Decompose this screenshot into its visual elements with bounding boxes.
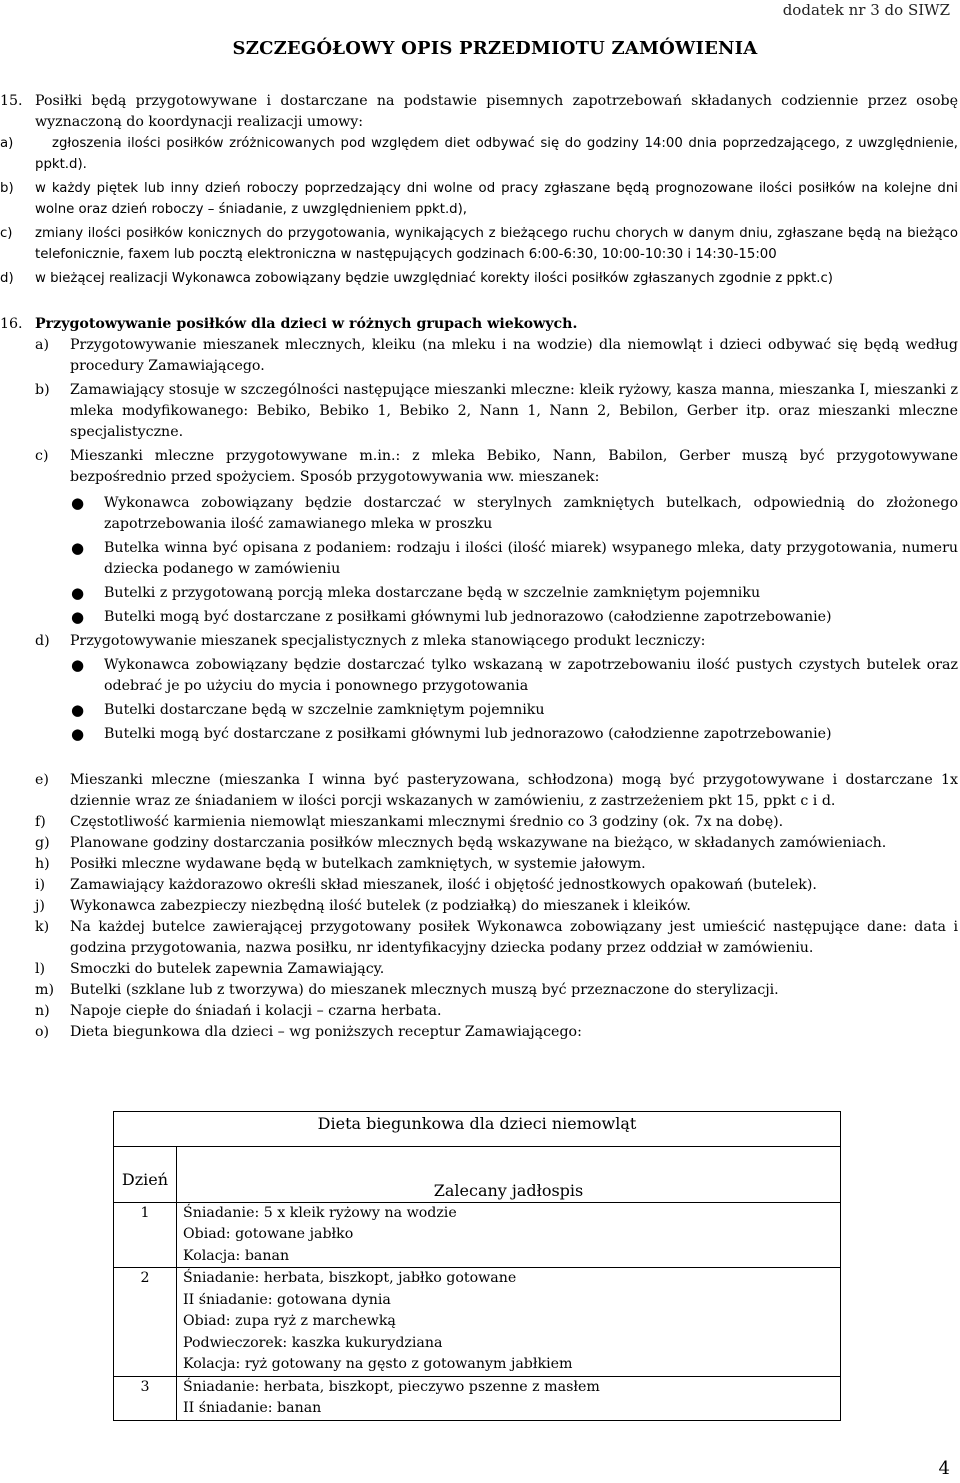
- list-item: k) Na każdej butelce zawierającej przygotowany posiłek Wykonawca zobowiązany jest umieścić następujące dane: data i godzina przygotowania, nazwa posiłku, nr identyfikacyjny dziecka podany przez oddział w zamówieniu.: [35, 919, 958, 956]
- bullet-icon: ●: [71, 539, 85, 557]
- meal-line: II śniadanie: banan: [183, 1400, 322, 1416]
- list-item: b) Zamawiający stosuje w szczególności następujące mieszanki mleczne: kleik ryżowy, kasza manna, mieszanka I, mieszanki z mleka modyfikowanego: Bebiko, Bebiko 1, Bebiko 2, Nann 1, Nann 2, Bebilon, Gerber itp. oraz mieszanki mleczne specjalistyczne.: [35, 382, 958, 440]
- menu-cell: [177, 1202, 841, 1268]
- appendix-note: dodatek nr 3 do SIWZ: [782, 1, 950, 19]
- document-body: [0, 91, 958, 1043]
- diet-table: [113, 1111, 841, 1421]
- list-item: h) Posiłki mleczne wydawane będą w butelkach zamkniętych, w systemie jałowym.: [35, 856, 646, 872]
- meal-line: Śniadanie: herbata, biszkopt, jabłko gotowane: [183, 1270, 517, 1286]
- list-item: j) Wykonawca zabezpieczy niezbędną ilość butelek (z podziałką) do mieszanek i kleików.: [35, 898, 691, 914]
- meal-line: Podwieczorek: kaszka kukurydziana: [183, 1334, 443, 1351]
- list-item: i) Zamawiający każdorazowo określi skład mieszanek, ilość i objętość jednostkowych opakowań (butelek).: [35, 877, 817, 893]
- meal-line: II śniadanie: gotowana dynia: [183, 1291, 391, 1308]
- bullet-item: ● Butelki dostarczane będą w szczelnie zamkniętym pojemniku: [71, 701, 545, 719]
- bullet-item: ● Butelki mogą być dostarczane z posiłkami głównymi lub jednorazowo (całodzienne zapotrzebowanie): [71, 725, 832, 743]
- paragraph-text: Posiłki będą przygotowywane i dostarczane na podstawie pisemnych zapotrzebowań składanych codziennie przez osobę wyznaczoną do koordynacji realizacji umowy:: [35, 93, 958, 130]
- meal-line: Kolacja: ryż gotowany na gęsto z gotowanym jabłkiem: [183, 1356, 573, 1372]
- bullet-icon: ●: [71, 656, 85, 674]
- bullet-icon: ●: [71, 584, 85, 602]
- meal-line: Kolacja: banan: [183, 1247, 290, 1264]
- meal-line: Śniadanie: herbata, biszkopt, pieczywo pszenne z masłem: [183, 1378, 600, 1395]
- list-item: d) Przygotowywanie mieszanek specjalistycznych z mleka stanowiącego produkt leczniczy:: [35, 633, 706, 649]
- meal-line: Obiad: zupa ryż z marchewką: [183, 1313, 396, 1329]
- list-item: n) Napoje ciepłe do śniadań i kolacji – czarna herbata.: [35, 1003, 442, 1019]
- bullet-item: ● Wykonawca zobowiązany będzie dostarczać w sterylnych zamkniętych butelkach, odpowiednią do złożonego zapotrzebowania ilość zamawianego mleka w proszku: [71, 494, 958, 532]
- page-number: 4: [938, 1458, 950, 1479]
- day-cell: 3: [114, 1376, 177, 1420]
- meal-line: Obiad: gotowane jabłko: [183, 1226, 354, 1242]
- list-item: b) w każdy piętek lub inny dzień roboczy poprzedzający dni wolne od pracy zgłaszane będą prognozowane ilości posiłków na kolejne dni wolne oraz dzień roboczy – śniadanie, z uwzględnieniem ppkt.d),: [0, 181, 958, 217]
- list-item: m) Butelki (szklane lub z tworzywa) do mieszanek mlecznych muszą być przeznaczone do sterylizacji.: [35, 982, 779, 998]
- list-item: g) Planowane godziny dostarczania posiłków mlecznych będą wskazywane na bieżąco, w składanych zamówieniach.: [35, 835, 887, 851]
- bullet-item: ● Butelki z przygotowaną porcją mleka dostarczane będą w szczelnie zamkniętym pojemniku: [71, 584, 761, 602]
- list-item: d) w bieżącej realizacji Wykonawca zobowiązany będzie uwzględniać korekty ilości posiłków zgłaszanych zgodnie z ppkt.c): [0, 271, 833, 286]
- bullet-icon: ●: [71, 494, 85, 512]
- section-number: 15.: [0, 93, 23, 109]
- bullet-icon: ●: [71, 701, 85, 719]
- table-row: [114, 1268, 841, 1377]
- column-header-day: Dzień: [114, 1147, 177, 1203]
- bullet-item: ● Butelka winna być opisana z podaniem: rodzaju i ilości (ilość miarek) wsypanego mleka, daty przygotowania, numeru dziecka podanego w zamówieniu: [71, 539, 958, 577]
- menu-cell: [177, 1268, 841, 1377]
- table-row: [114, 1376, 841, 1420]
- bullet-item: ● Wykonawca zobowiązany będzie dostarczać tylko wskazaną w zapotrzebowaniu ilość pustych czystych butelek oraz odebrać je po użyciu do mycia i ponownego przygotowania: [71, 656, 958, 694]
- table-row: [114, 1202, 841, 1268]
- list-item: e) Mieszanki mleczne (mieszanka I winna być pasteryzowana, schłodzona) mogą być przygotowywane i dostarczane 1x dziennie wraz ze śniadaniem w ilości porcji wskazanych w zamówieniu, z zastrzeżeniem pkt 15, ppkt c i d.: [35, 772, 958, 809]
- section-number: 16.: [0, 316, 23, 332]
- bullet-item: ● Butelki mogą być dostarczane z posiłkami głównymi lub jednorazowo (całodzienne zapotrzebowanie): [71, 608, 832, 626]
- bullet-icon: ●: [71, 725, 85, 743]
- list-item: f) Częstotliwość karmienia niemowląt mieszankami mlecznymi średnio co 3 godziny (ok. 7x na dobę).: [35, 814, 784, 830]
- day-cell: 1: [114, 1202, 177, 1268]
- section-15-intro: [0, 91, 958, 133]
- menu-cell: [177, 1376, 841, 1420]
- list-item: o) Dieta biegunkowa dla dzieci – wg poniższych receptur Zamawiającego:: [35, 1024, 582, 1040]
- bullet-icon: ●: [71, 608, 85, 626]
- list-item: a) zgłoszenia ilości posiłków zróżnicowanych pod względem diet odbywać się do godziny 14:00 dnia poprzedzającego, z uwzględnienie, ppkt.d).: [0, 136, 958, 172]
- list-item: l) Smoczki do butelek zapewnia Zamawiający.: [35, 961, 385, 977]
- meal-line: Śniadanie: 5 x kleik ryżowy na wodzie: [183, 1204, 457, 1221]
- list-item: c) Mieszanki mleczne przygotowywane m.in.: z mleka Bebiko, Nann, Babilon, Gerber muszą być przygotowywane bezpośrednio przed spożyciem. Sposób przygotowywania ww. mieszanek:: [35, 448, 958, 485]
- column-header-menu: Zalecany jadłospis: [177, 1147, 841, 1203]
- section-heading: Przygotowywanie posiłków dla dzieci w różnych grupach wiekowych.: [35, 316, 578, 332]
- table-title: Dieta biegunkowa dla dzieci niemowląt: [114, 1112, 841, 1147]
- section-16-heading: [0, 314, 958, 335]
- day-cell: 2: [114, 1268, 177, 1377]
- list-item: a) Przygotowywanie mieszanek mlecznych, kleiku (na mleku i na wodzie) dla niemowląt i dzieci odbywać się będą według procedury Zamawiającego.: [35, 337, 958, 374]
- list-item: c) zmiany ilości posiłków konicznych do przygotowania, wynikających z bieżącego ruchu chorych w danym dniu, zgłaszane będą na bieżąco telefonicznie, faxem lub pocztą elektroniczna w następujących godzinach 6:00-6:30, 10:00-10:30 i 14:30-15:00: [0, 226, 958, 262]
- page-title: SZCZEGÓŁOWY OPIS PRZEDMIOTU ZAMÓWIENIA: [232, 38, 758, 59]
